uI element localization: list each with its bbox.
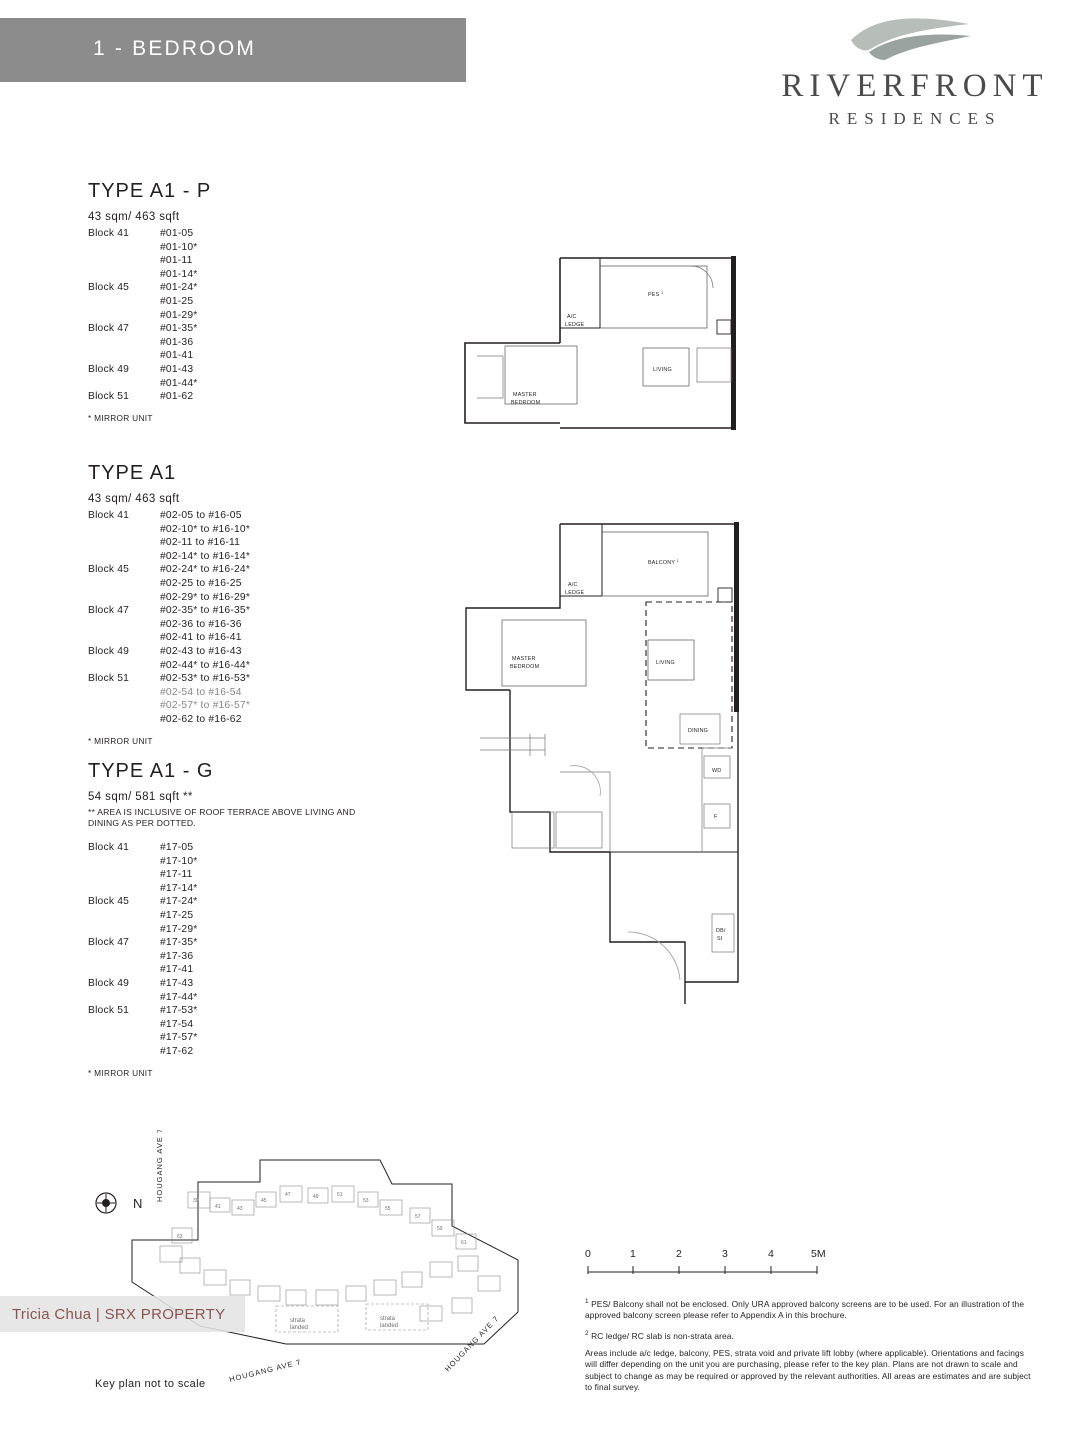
scale-bar-graphic: [585, 1262, 840, 1276]
room-label-ac-ledge: A/C: [568, 582, 578, 588]
mirror-unit-note: * MIRROR UNIT: [88, 412, 153, 423]
unit-number: #17-62: [160, 1045, 194, 1057]
svg-text:53: 53: [363, 1198, 369, 1204]
unit-number: #17-54: [160, 1018, 194, 1030]
unit-row: [88, 227, 388, 281]
room-label-living: LIVING: [656, 660, 675, 666]
north-label: N: [133, 1196, 143, 1211]
unit-number: #17-24*: [160, 896, 198, 908]
scale-tick: 5M: [811, 1248, 826, 1260]
unit-number: #02-05 to #16-05: [160, 510, 242, 521]
unit-number: #17-25: [160, 909, 194, 921]
unit-number: #17-14*: [160, 882, 198, 894]
scale-tick: 1: [630, 1248, 636, 1260]
svg-text:59: 59: [437, 1226, 443, 1232]
unit-numbers: [160, 322, 388, 363]
room-label-f: F: [714, 814, 718, 820]
unit-number: #01-35*: [160, 323, 198, 335]
unit-number: #17-43: [160, 977, 194, 989]
unit-number: #02-14* to #16-14*: [160, 550, 251, 562]
svg-text:49: 49: [313, 1194, 319, 1200]
room-label-master-bedroom: MASTER: [512, 656, 536, 662]
unit-number: #17-44*: [160, 991, 198, 1003]
scale-tick: 0: [585, 1248, 591, 1260]
unit-number: #01-62: [160, 391, 194, 403]
block-label: Block 41: [88, 228, 130, 239]
block-label: Block 51: [88, 391, 130, 403]
road-label-1: HOUGANG AVE 7: [155, 1130, 164, 1202]
unit-type-block-a1: [88, 462, 388, 746]
room-label-ac-ledge2: LEDGE: [565, 322, 585, 328]
unit-row: [88, 895, 388, 936]
unit-number: #17-35*: [160, 937, 198, 949]
unit-list: [88, 509, 388, 727]
strata-landed-label-1: strata: [290, 1318, 306, 1324]
floorplan-a1: [450, 512, 790, 1022]
unit-number: #01-14*: [160, 268, 198, 280]
unit-row: [88, 390, 388, 404]
block-label: Block 51: [88, 673, 130, 685]
unit-number: #01-44*: [160, 377, 198, 389]
room-label-si: SI: [717, 936, 723, 942]
road-label-3: HOUGANG AVE 7: [442, 1313, 501, 1374]
unit-row: [88, 672, 388, 726]
keyplan-caption: Key plan not to scale: [95, 1378, 206, 1390]
footnote-1-marker: 1: [585, 1298, 589, 1305]
unit-number: #17-05: [160, 842, 194, 853]
unit-row: [88, 363, 388, 390]
unit-numbers: [160, 672, 388, 726]
watermark: [0, 1296, 245, 1332]
room-label-wd: WD: [712, 768, 722, 774]
unit-numbers: [160, 645, 388, 672]
footnote-1: [585, 1296, 1035, 1322]
block-label: Block 47: [88, 605, 130, 617]
svg-text:41: 41: [215, 1204, 221, 1210]
unit-numbers: [160, 1004, 388, 1058]
unit-list: [88, 227, 388, 404]
unit-numbers: [160, 390, 388, 404]
type-area-note: ** AREA IS INCLUSIVE OF ROOF TERRACE ABOVE LIVING AND DINING AS PER DOTTED.: [88, 807, 356, 828]
unit-number: #01-24*: [160, 282, 198, 294]
floorplan-a1p: [455, 248, 775, 438]
unit-number: #01-10*: [160, 241, 198, 253]
room-label-ac-ledge2: LEDGE: [565, 590, 585, 596]
unit-numbers: [160, 563, 388, 604]
svg-text:63: 63: [177, 1234, 183, 1240]
unit-number: #01-43: [160, 363, 194, 375]
scale-tick: 3: [722, 1248, 728, 1260]
unit-row: [88, 645, 388, 672]
unit-row: [88, 604, 388, 645]
unit-number: #02-11 to #16-11: [160, 537, 241, 549]
unit-row: [88, 936, 388, 977]
block-label: Block 41: [88, 842, 130, 853]
unit-number: #02-53* to #16-53*: [160, 673, 251, 685]
scale-tick: 2: [676, 1248, 682, 1260]
block-label: Block 47: [88, 937, 130, 949]
block-label: Block 41: [88, 510, 130, 521]
room-label-dining: DINING: [688, 728, 709, 734]
unit-number: #17-57*: [160, 1032, 198, 1044]
unit-numbers: [160, 363, 388, 390]
block-label: Block 47: [88, 323, 130, 335]
unit-number: #02-41 to #16-41: [160, 632, 242, 644]
block-label: Block 49: [88, 977, 130, 989]
unit-numbers: [160, 895, 388, 936]
footnote-3: Areas include a/c ledge, balcony, PES, strata void and private lift lobby (where applicable). Orientations and facings will differ depending on the unit you are purchasing, please refer to the key plan. Plans are not drawn to scale and subject to change as may be required or approved by the relevant authorities. All areas are estimates and are subject to final survey.: [585, 1347, 1031, 1393]
svg-text:57: 57: [415, 1214, 421, 1220]
unit-row: [88, 281, 388, 322]
unit-type-block-a1g: [88, 760, 388, 1078]
footnote-2: [585, 1328, 1035, 1342]
type-title: TYPE A1: [88, 462, 177, 484]
svg-text:47: 47: [285, 1192, 291, 1198]
room-label-master-bedroom: MASTER: [513, 392, 537, 398]
unit-number: #02-44* to #16-44*: [160, 659, 251, 671]
wave-logo-icon: [845, 10, 975, 62]
room-label-living: LIVING: [653, 367, 672, 373]
unit-number: #01-05: [160, 228, 194, 239]
scale-bar: [585, 1248, 840, 1281]
unit-numbers: [160, 509, 388, 563]
type-area: 43 sqm/ 463 sqft: [88, 211, 180, 223]
svg-text:55: 55: [385, 1206, 391, 1212]
brand-subtitle: RESIDENCES: [828, 109, 1002, 128]
key-plan: [80, 1130, 550, 1400]
room-label-master-bedroom2: BEDROOM: [510, 664, 540, 670]
mirror-unit-note: * MIRROR UNIT: [88, 1067, 153, 1078]
unit-number: #02-57* to #16-57*: [160, 700, 251, 712]
unit-number: #02-10* to #16-10*: [160, 523, 251, 535]
unit-number: #02-62 to #16-62: [160, 713, 242, 725]
unit-number: #01-29*: [160, 309, 198, 321]
unit-row: [88, 322, 388, 363]
room-label-pes: PES $^1$: [648, 291, 664, 298]
unit-numbers: [160, 227, 388, 281]
unit-row: [88, 1004, 388, 1058]
unit-number: #02-36 to #16-36: [160, 618, 242, 630]
unit-number: #17-10*: [160, 855, 198, 867]
type-title: TYPE A1 - P: [88, 180, 212, 202]
unit-number: #02-29* to #16-29*: [160, 591, 251, 603]
type-title: TYPE A1 - G: [88, 760, 214, 782]
unit-number: #17-41: [160, 964, 194, 976]
unit-list: [88, 841, 388, 1059]
room-label-ac-ledge: A/C: [567, 314, 577, 320]
strata-landed-label-2b: landed: [380, 1323, 399, 1329]
unit-number: #02-25 to #16-25: [160, 577, 242, 589]
mirror-unit-note: * MIRROR UNIT: [88, 735, 153, 746]
room-label-db: DB/: [716, 928, 726, 934]
unit-number: #01-41: [160, 350, 194, 362]
type-area: 54 sqm/ 581 sqft **: [88, 791, 193, 803]
category-header-bar: [0, 18, 466, 82]
unit-row: [88, 841, 388, 895]
block-label: Block 49: [88, 363, 130, 375]
footnotes: [585, 1296, 1035, 1399]
unit-row: [88, 977, 388, 1004]
watermark-text: Tricia Chua | SRX PROPERTY: [12, 1305, 226, 1323]
svg-text:45: 45: [261, 1198, 267, 1204]
road-label-2: HOUGANG AVE 7: [228, 1357, 303, 1384]
block-label: Block 49: [88, 645, 130, 657]
unit-numbers: [160, 281, 388, 322]
unit-number: #17-36: [160, 950, 194, 962]
brand-name: RIVERFRONT: [781, 68, 1049, 104]
footnote-1-text: PES/ Balcony shall not be enclosed. Only URA approved balcony screens are to be used. For an illustration of the approved balcony screen please refer to Appendix A in this brochure.: [585, 1298, 1025, 1321]
svg-text:51: 51: [337, 1192, 343, 1198]
unit-row: [88, 563, 388, 604]
unit-number: #01-11: [160, 255, 193, 267]
unit-row: [88, 509, 388, 563]
block-label: Block 45: [88, 564, 130, 576]
room-label-balcony: BALCONY $^1$: [648, 559, 679, 566]
unit-type-block-a1p: [88, 180, 388, 423]
unit-numbers: [160, 604, 388, 645]
unit-number: #02-54 to #16-54: [160, 686, 242, 698]
svg-text:39: 39: [193, 1198, 199, 1204]
unit-numbers: [160, 841, 388, 895]
unit-number: #01-36: [160, 336, 194, 348]
strata-landed-label-2: strata: [380, 1316, 396, 1322]
unit-number: #02-35* to #16-35*: [160, 605, 251, 617]
strata-landed-label-1b: landed: [290, 1325, 309, 1331]
block-label: Block 45: [88, 282, 130, 294]
unit-number: #17-53*: [160, 1005, 198, 1017]
svg-text:61: 61: [461, 1240, 467, 1246]
brand-logo: [740, 10, 1080, 129]
type-area: 43 sqm/ 463 sqft: [88, 493, 180, 505]
unit-number: #01-25: [160, 295, 194, 307]
footnote-2-marker: 2: [585, 1329, 589, 1337]
unit-numbers: [160, 936, 388, 977]
footnote-2-text: RC ledge/ RC slab is non-strata area.: [591, 1330, 734, 1341]
unit-number: #02-24* to #16-24*: [160, 564, 251, 576]
page-title: 1 - BEDROOM: [93, 37, 257, 60]
unit-number: #17-11: [160, 869, 193, 881]
unit-number: #02-43 to #16-43: [160, 645, 242, 657]
unit-numbers: [160, 977, 388, 1004]
unit-number: #17-29*: [160, 923, 198, 935]
svg-text:43: 43: [237, 1206, 243, 1212]
block-label: Block 51: [88, 1005, 130, 1017]
block-label: Block 45: [88, 896, 130, 908]
scale-tick: 4: [768, 1248, 774, 1260]
room-label-master-bedroom2: BEDROOM: [511, 400, 541, 406]
